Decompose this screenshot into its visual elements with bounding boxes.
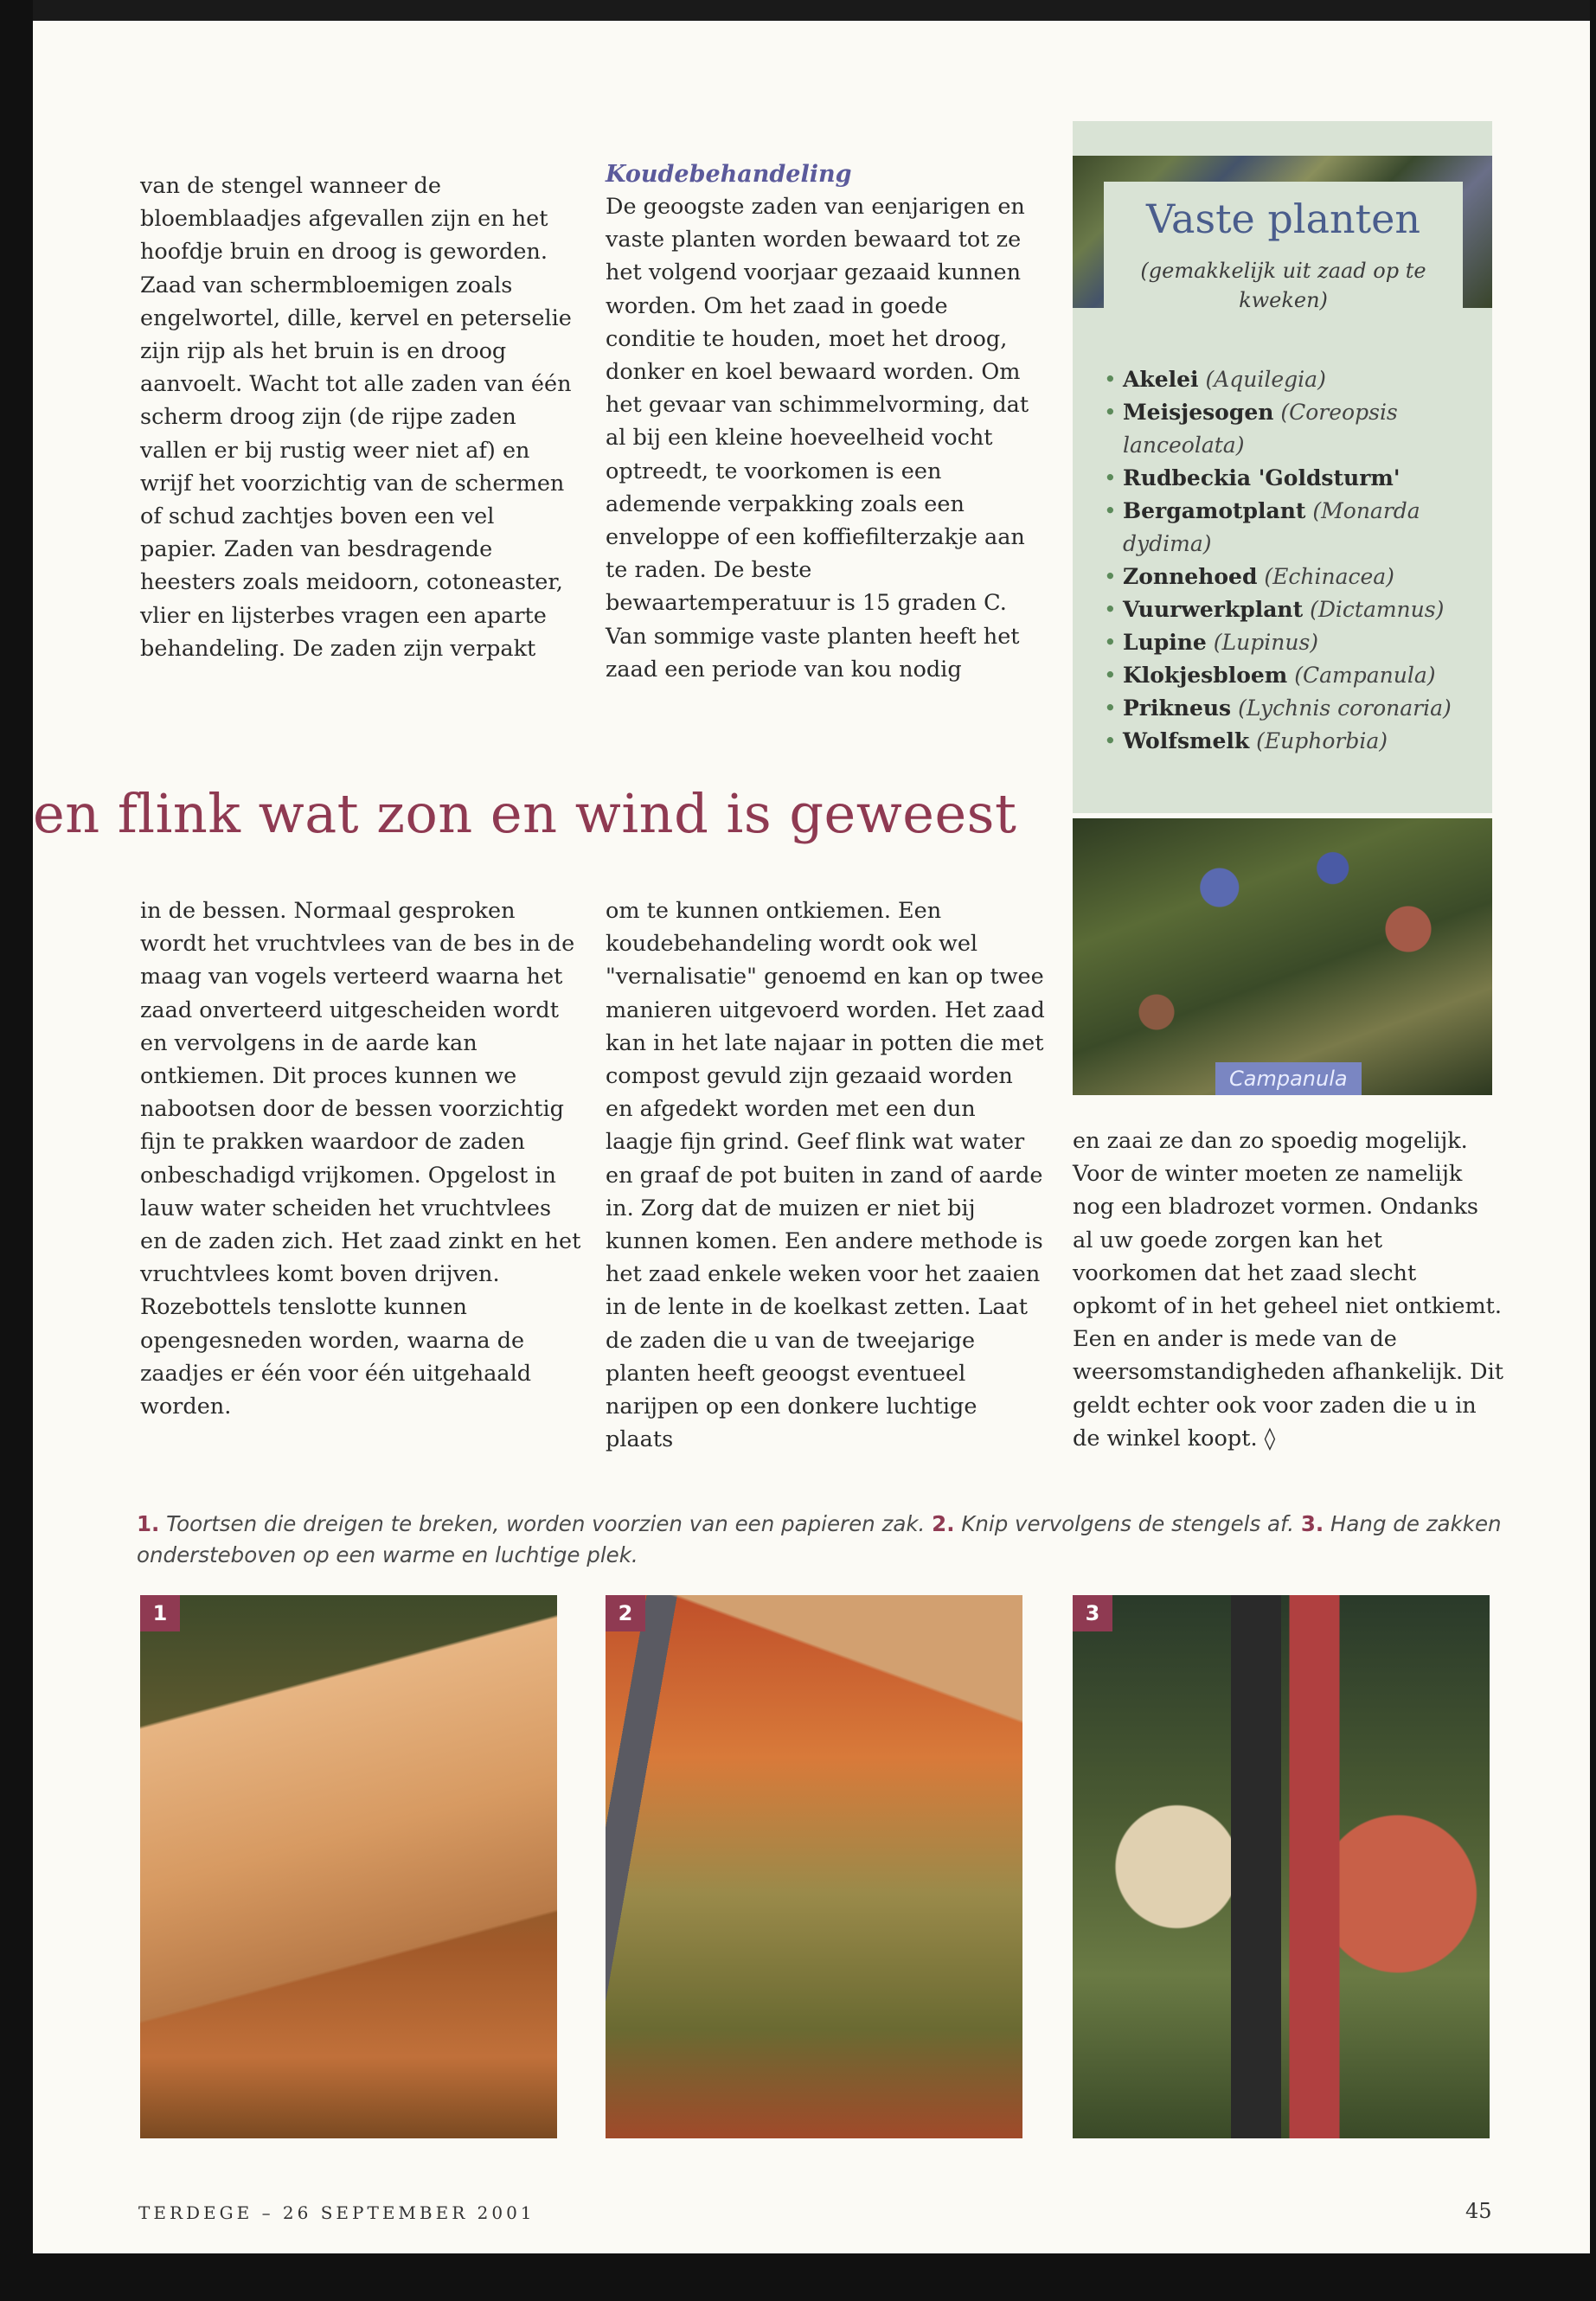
caption-text-2: Knip vervolgens de stengels af. (954, 1511, 1301, 1536)
column-1-bottom-text: in de bessen. Normaal gesproken wordt het vruchtvlees van de bes in de maag van vogels verteerd waarna het zaad onverteerd uitgescheiden wordt en vervolgens in de aarde kan ontkiemen. Dit proces kunnen we nabootsen door de bessen voorzichtig fijn te prakken waardoor de zaden onbeschadigd vrijkomen. Opgelost in lauw water scheiden het vruchtvlees en de zaden zich. Het zaad zinkt en het vruchtvlees komt boven drijven. Rozebottels tenslotte kunnen opengesneden worden, waarna de zaadjes er één voor één uitgehaald worden. (140, 898, 581, 1420)
caption-number-3: 3. (1300, 1511, 1324, 1536)
campanula-photo-icon (1073, 818, 1492, 1095)
page-number: 45 (1465, 2199, 1492, 2223)
column-1-bottom (140, 894, 581, 1423)
column-1-top-text: van de stengel wanneer de bloemblaadjes afgevallen zijn en het hoofdje bruin en droog is geworden. Zaad van schermbloemigen zoals engelwortel, dille, kervel en peterselie zijn rijp als het bruin is en droog aanvoelt. Wacht tot alle zaden van één scherm droog zijn (de rijpe zaden vallen er bij rustig weer niet af) en wrijf het voorzichtig van de schermen of schud zachtjes boven een vel papier. Zaden van besdragende heesters zoals meidoorn, cotoneaster, vlier en lijsterbes vragen een aparte behandeling. De zaden zijn verpakt (140, 173, 572, 662)
plant-item: • Akelei (Aquilegia) (1104, 363, 1484, 396)
scan-edge-left (0, 0, 33, 2301)
caption-number-2: 2. (932, 1511, 955, 1536)
plant-item: • Klokjesbloem (Campanula) (1104, 659, 1484, 692)
plant-item: • Rudbeckia 'Goldsturm' (1104, 462, 1484, 495)
column-3-bottom (1073, 1125, 1505, 1455)
plant-item: • Lupine (Lupinus) (1104, 626, 1484, 659)
caption-text-1: Toortsen die dreigen te breken, worden voorzien van een papieren zak. (159, 1511, 933, 1536)
magazine-page (33, 21, 1590, 2274)
scan-edge-bottom (0, 2253, 1596, 2301)
photo-number-badge: 3 (1073, 1595, 1112, 1631)
photo-label: Campanula (1215, 1062, 1362, 1095)
sidebar-box (1073, 121, 1492, 813)
pruning-shears-photo-icon (606, 1595, 1022, 2138)
photo-number-badge: 2 (606, 1595, 645, 1631)
plant-item: • Wolfsmelk (Euphorbia) (1104, 725, 1484, 758)
plant-item: • Vuurwerkplant (Dictamnus) (1104, 593, 1484, 626)
sidebar-subtitle: (gemakkelijk uit zaad op te kweken) (1140, 259, 1426, 312)
plant-item: • Zonnehoed (Echinacea) (1104, 561, 1484, 593)
plant-item: • Bergamotplant (Monarda dydima) (1104, 495, 1484, 561)
column-2-bottom-text: om te kunnen ontkiemen. Een koudebehandeling wordt ook wel "vernalisatie" genoemd en kan op twee manieren uitgevoerd worden. Het zaad kan in het late najaar in potten die met compost gevuld zijn gezaaid worden en afgedekt worden met een dun laagje fijn grind. Geef flink wat water en graaf de pot buiten in zand of aarde in. Zorg dat de muizen er niet bij kunnen komen. Een andere methode is het zaad enkele weken voor het zaaien in de lente in de koelkast zetten. Laat de zaden die u van de tweejarige planten heeft geoogst eventueel narijpen op een donkere luchtige plaats (606, 898, 1045, 1453)
hanging-bags-photo-icon (1073, 1595, 1490, 2138)
plant-item: • Meisjesogen (Coreopsis lanceolata) (1104, 396, 1484, 462)
section-subhead: Koudebehandeling (606, 161, 852, 188)
paper-bag-photo-icon (140, 1595, 557, 2138)
sidebar-title: Vaste planten (1146, 195, 1420, 242)
caption-number-1: 1. (137, 1511, 160, 1536)
photo-number-badge: 1 (140, 1595, 180, 1631)
plant-list (1104, 363, 1484, 758)
article-headline: en flink wat zon en wind is geweest (33, 782, 1017, 845)
plant-item: • Prikneus (Lychnis coronaria) (1104, 692, 1484, 725)
photo-caption (137, 1509, 1503, 1571)
column-2-bottom (606, 894, 1047, 1456)
column-2-top (606, 159, 1042, 686)
column-1-top (140, 170, 577, 665)
scan-edge-right (1590, 0, 1596, 2301)
column-3-bottom-text: en zaai ze dan zo spoedig mogelijk. Voor de winter moeten ze namelijk nog een bladrozet vormen. Ondanks al uw goede zorgen kan het voorkomen dat het zaad slecht opkomt of in het geheel niet ontkiemt. Een en ander is mede van de weersomstandigheden afhankelijk. Dit geldt echter ook voor zaden die u in de winkel koopt. ◊ (1073, 1128, 1503, 1452)
footer-publication: TERDEGE – 26 SEPTEMBER 2001 (138, 2202, 535, 2223)
caption-text-3: Hang de zakken ondersteboven op een warme en luchtige plek. (137, 1511, 1502, 1567)
column-2-top-text: De geoogste zaden van eenjarigen en vaste planten worden bewaard tot ze het volgend voorjaar gezaaid kunnen worden. Om het zaad in goede conditie te houden, moet het droog, donker en koel bewaard worden. Om het gevaar van schimmelvorming, dat al bij een kleine hoeveelheid vocht optreedt, te voorkomen is een ademende verpakking zoals een enveloppe of een koffiefilterzakje aan te raden. De beste bewaartemperatuur is 15 graden C. Van sommige vaste planten heeft het zaad een periode van kou nodig (606, 194, 1029, 683)
sidebar-title-box (1104, 182, 1463, 333)
